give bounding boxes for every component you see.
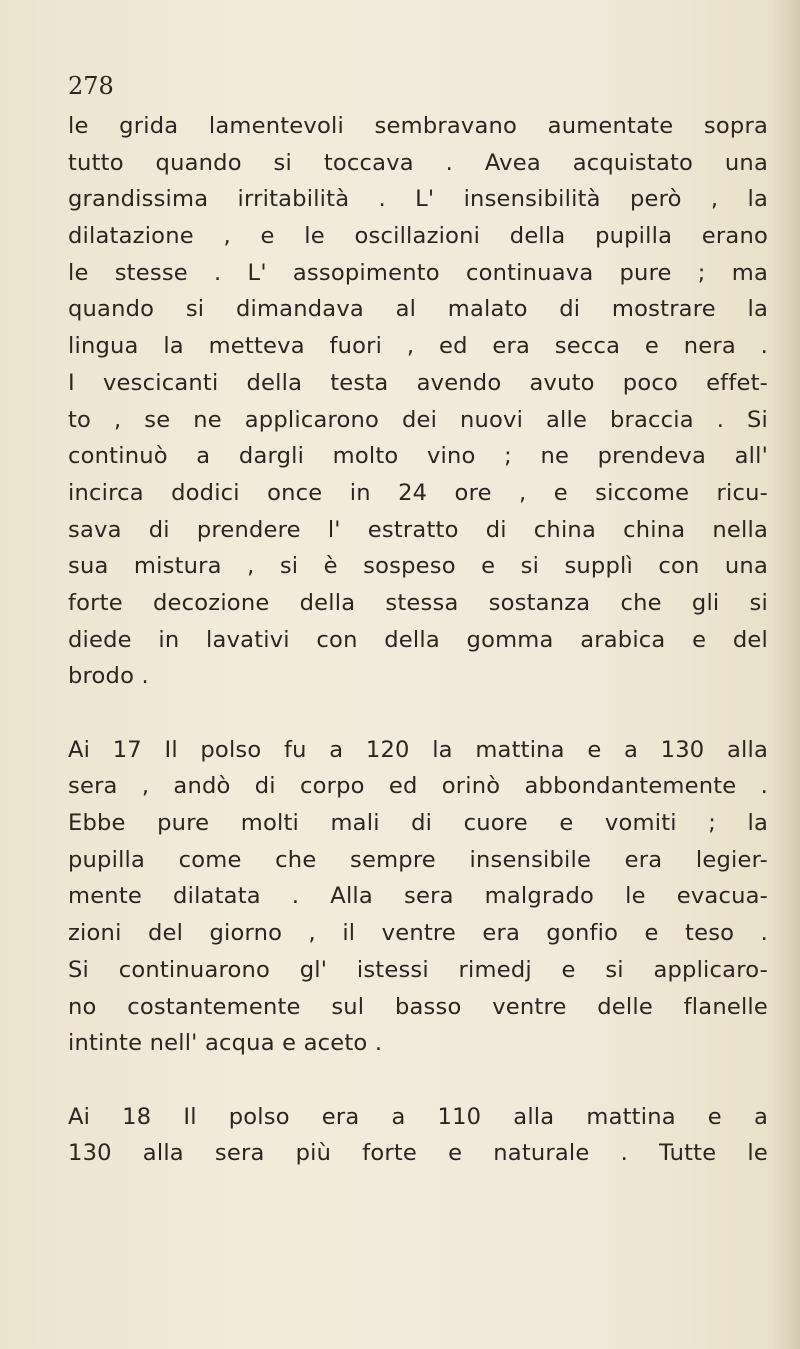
paragraph-1 bbox=[68, 108, 768, 695]
text-line: lingua la metteva fuori , ed era secca e nera . bbox=[68, 333, 768, 360]
text-line: Ebbe pure molti mali di cuore e vomiti ; la bbox=[68, 810, 768, 837]
text-line: forte decozione della stessa sostanza che gli si bbox=[68, 589, 768, 616]
page-number: 278 bbox=[68, 72, 114, 100]
text-line: le stesse . L' assopimento continuava pure ; ma bbox=[68, 259, 768, 286]
text-line: no costantemente sul basso ventre delle flanelle bbox=[68, 993, 768, 1020]
text-line: sera , andò di corpo ed orinò abbondantemente . bbox=[68, 773, 768, 800]
page-edge-shadow bbox=[772, 0, 800, 1349]
paragraph-2 bbox=[68, 732, 768, 1062]
text-line: incirca dodici once in 24 ore , e siccome ricu- bbox=[68, 479, 768, 506]
text-line: grandissima irritabilità . L' insensibilità però , la bbox=[68, 186, 768, 213]
text-line: to , se ne applicarono dei nuovi alle braccia . Si bbox=[68, 406, 768, 433]
text-line: sava di prendere l' estratto di china china nella bbox=[68, 516, 768, 543]
paragraph-3 bbox=[68, 1099, 768, 1172]
paragraph-gap bbox=[68, 695, 768, 732]
text-line: brodo . bbox=[68, 663, 149, 690]
text-line: sua mistura , si è sospeso e si supplì con una bbox=[68, 553, 768, 580]
text-line: I vescicanti della testa avendo avuto poco effet- bbox=[68, 369, 768, 396]
text-line: zioni del giorno , il ventre era gonfio e teso . bbox=[68, 920, 768, 947]
text-line: 130 alla sera più forte e naturale . Tutte le bbox=[68, 1140, 768, 1167]
text-line: tutto quando si toccava . Avea acquistato una bbox=[68, 149, 768, 176]
text-line: Ai 18 Il polso era a 110 alla mattina e a bbox=[68, 1103, 768, 1130]
text-line: continuò a dargli molto vino ; ne prendeva all' bbox=[68, 443, 768, 470]
text-line: intinte nell' acqua e aceto . bbox=[68, 1030, 383, 1057]
text-line: quando si dimandava al malato di mostrare la bbox=[68, 296, 768, 323]
text-line: Si continuarono gl' istessi rimedj e si applicaro- bbox=[68, 956, 768, 983]
text-line: Ai 17 Il polso fu a 120 la mattina e a 130 alla bbox=[68, 736, 768, 763]
text-line: pupilla come che sempre insensibile era legier- bbox=[68, 846, 768, 873]
text-line: mente dilatata . Alla sera malgrado le evacua- bbox=[68, 883, 768, 910]
text-line: diede in lavativi con della gomma arabica e del bbox=[68, 626, 768, 653]
text-line: le grida lamentevoli sembravano aumentate sopra bbox=[68, 113, 768, 139]
paragraph-gap bbox=[68, 1062, 768, 1099]
page-text bbox=[68, 108, 768, 1172]
text-line: dilatazione , e le oscillazioni della pupilla erano bbox=[68, 223, 768, 250]
